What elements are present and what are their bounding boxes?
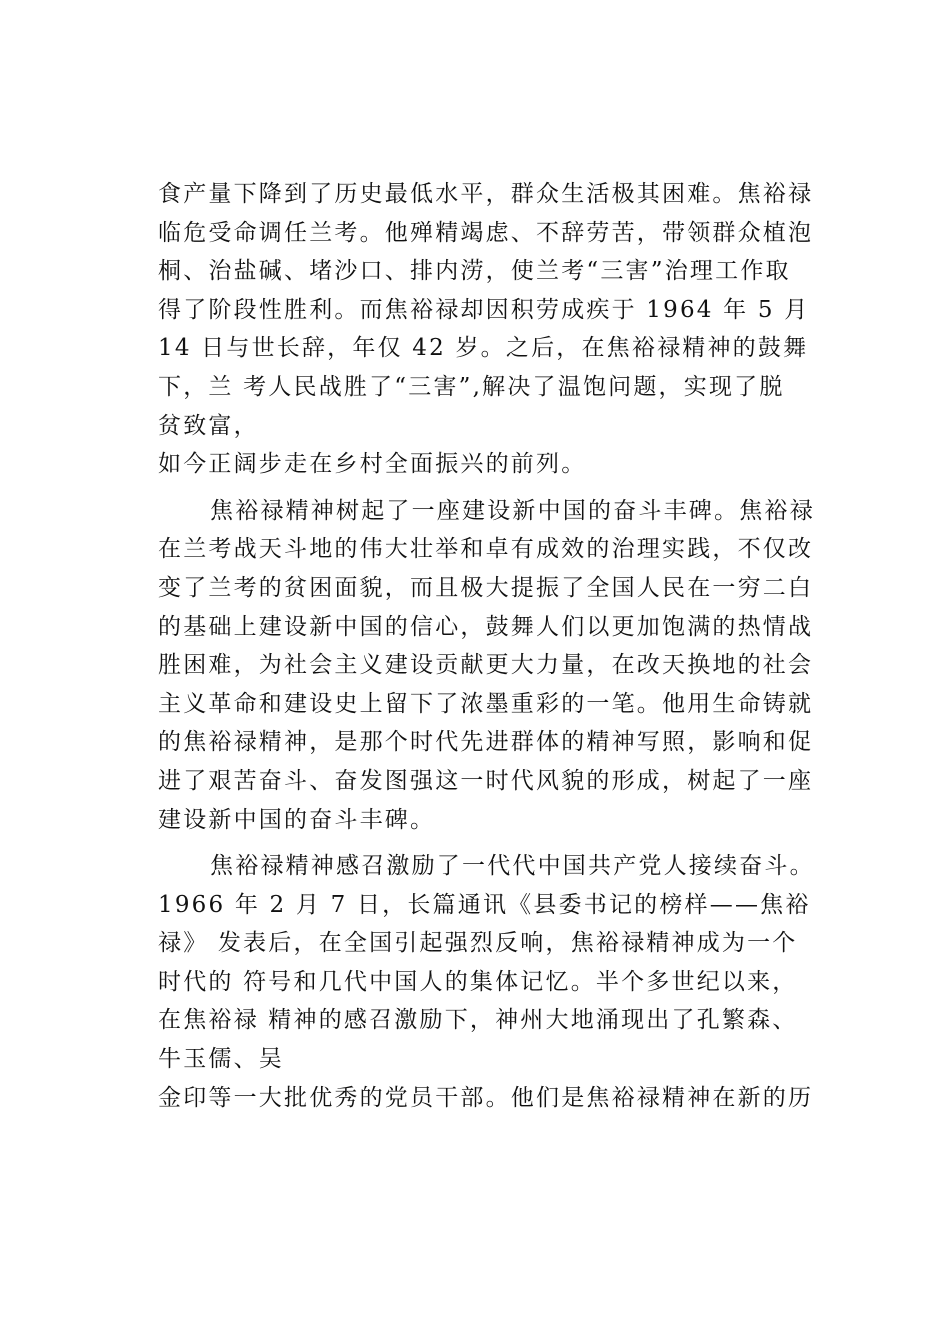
text-line: 胜困难，为社会主义建设贡献更大力量，在改天换地的社会 xyxy=(158,652,814,679)
text-line: 禄》 发表后，在全国引起强烈反响，焦裕禄精神成为一个 xyxy=(158,930,798,957)
text-line: 焦裕禄精神树起了一座建设新中国的奋斗丰碑。焦裕禄 xyxy=(210,497,815,524)
text-line: 牛玉儒、吴 xyxy=(158,1046,284,1073)
text-line: 1966 年 2 月 7 日，长篇通讯《县委书记的榜样——焦裕 xyxy=(158,891,811,918)
text-line: 建设新中国的奋斗丰碑。 xyxy=(158,806,436,833)
text-line: 时代的 符号和几代中国人的集体记忆。半个多世纪以来， xyxy=(158,968,798,995)
paragraph-3 xyxy=(158,847,828,1117)
text-line: 贫致富， xyxy=(158,412,259,439)
text-line: 的焦裕禄精神，是那个时代先进群体的精神写照，影响和促 xyxy=(158,729,814,756)
text-line: 如今正阔步走在乡村全面振兴的前列。 xyxy=(158,451,587,478)
paragraph-2 xyxy=(158,492,828,839)
document-body xyxy=(158,175,828,1117)
text-line: 变了兰考的贫困面貌，而且极大提振了全国人民在一穷二白 xyxy=(158,574,814,601)
text-line: 的基础上建设新中国的信心，鼓舞人们以更加饱满的热情战 xyxy=(158,613,814,640)
text-line: 得了阶段性胜利。而焦裕禄却因积劳成疾于 1964 年 5 月 xyxy=(158,296,810,323)
text-line: 焦裕禄精神感召激励了一代代中国共产党人接续奋斗。 xyxy=(210,853,815,880)
text-line: 在焦裕禄 精神的感召激励下，神州大地涌现出了孔繁森、 xyxy=(158,1007,798,1034)
text-line: 下，兰 考人民战胜了“三害”,解决了温饱问题，实现了脱 xyxy=(158,373,785,400)
paragraph-spacer xyxy=(158,484,828,492)
paragraph-1 xyxy=(158,175,828,484)
paragraph-spacer xyxy=(158,839,828,847)
text-line: 进了艰苦奋斗、奋发图强这一时代风貌的形成，树起了一座 xyxy=(158,767,814,794)
text-line: 临危受命调任兰考。他殚精竭虑、不辞劳苦，带领群众植泡 xyxy=(158,219,814,246)
text-line: 食产量下降到了历史最低水平，群众生活极其困难。焦裕禄 xyxy=(158,181,814,207)
text-line: 在兰考战天斗地的伟大壮举和卓有成效的治理实践，不仅改 xyxy=(158,536,814,563)
text-line: 桐、治盐碱、堵沙口、排内涝，使兰考“三害”治理工作取 xyxy=(158,258,791,285)
text-line: 金印等一大批优秀的党员干部。他们是焦裕禄精神在新的历 xyxy=(158,1084,814,1111)
text-line: 主义革命和建设史上留下了浓墨重彩的一笔。他用生命铸就 xyxy=(158,690,814,717)
text-line: 14 日与世长辞，年仅 42 岁。之后，在焦裕禄精神的鼓舞 xyxy=(158,335,809,362)
